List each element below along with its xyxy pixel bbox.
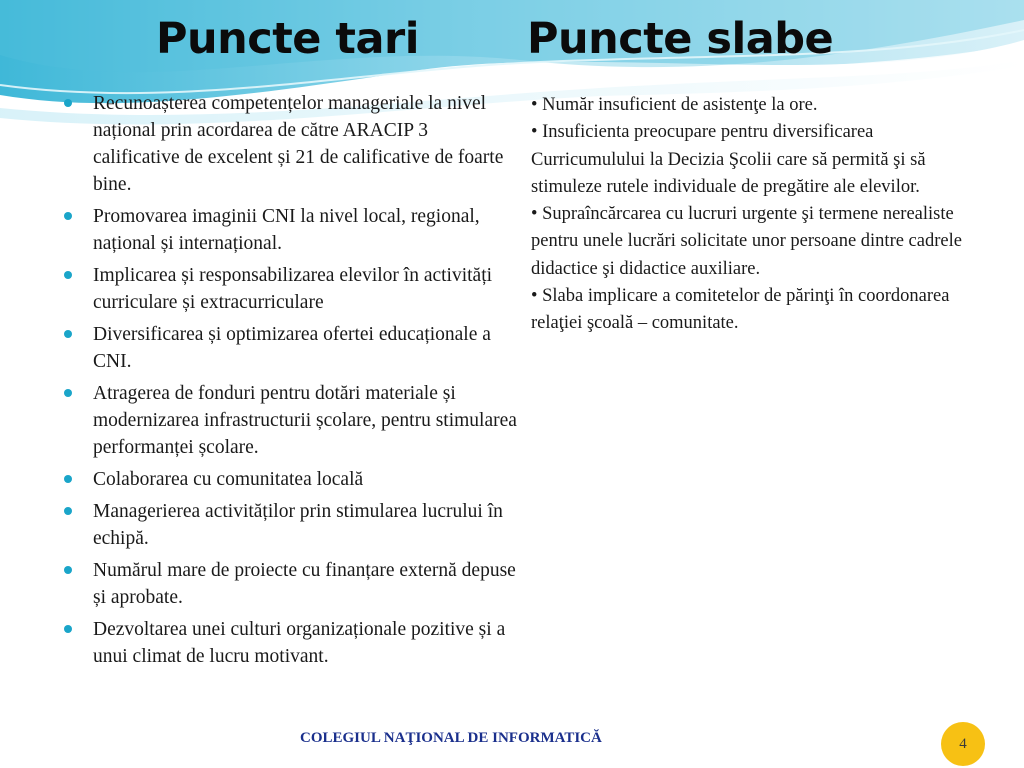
list-item [62,498,517,552]
list-item [531,201,991,283]
list-item-text: Recunoașterea competențelor manageriale la nivel național prin acordarea de către ARACIP 3 calificative de excelent și 21 de calificative de foarte bine. [93,93,504,195]
list-item-text: Diversificarea și optimizarea ofertei educaționale a CNI. [93,324,491,372]
bullet-icon [64,475,72,483]
bullet-icon [64,566,72,574]
list-item [62,466,517,493]
list-item-text: Număr insuficient de asistenţe la ore. [542,95,818,115]
list-item-text: Supraîncărcarea cu lucruri urgente şi termene nerealiste pentru unele lucrări solicitate unor persoane dintre cadrele didactice şi didactice auxiliare. [531,204,962,279]
list-item-text: Promovarea imaginii CNI la nivel local, regional, național și internațional. [93,206,480,254]
bullet-icon: • [531,95,538,115]
list-item [62,262,517,316]
list-item-text: Insuficienta preocupare pentru diversificarea Curricumulului la Decizia Şcolii care să permită şi să stimuleze rutele individuale de pregătire ale elevilor. [531,122,926,197]
list-item [531,119,991,201]
list-item-text: Implicarea și responsabilizarea elevilor în activități curriculare și extracurriculare [93,265,493,313]
title-weaknesses: Puncte slabe [527,14,834,64]
weaknesses-list [531,92,991,338]
bullet-icon: • [531,122,538,143]
bullet-icon [64,212,72,220]
list-item-text: Slaba implicare a comitetelor de părinţi în coordonarea relaţiei şcoală – comunitate. [531,286,950,334]
title-strengths: Puncte tari [156,14,419,64]
page-number-badge [941,722,985,766]
strengths-list [62,90,517,675]
list-item-text: Atragerea de fonduri pentru dotări materiale și modernizarea infrastructurii școlare, pentru stimularea performanței școlare. [93,383,517,458]
list-item-text: Numărul mare de proiecte cu finanțare externă depuse și aprobate. [93,560,516,608]
list-item-text: Colaborarea cu comunitatea locală [93,469,364,490]
bullet-icon: • [531,286,538,307]
page-number: 4 [959,735,967,752]
list-item [62,557,517,611]
list-item-text: Managerierea activităților prin stimularea lucrului în echipă. [93,501,503,549]
list-item-text: Dezvoltarea unei culturi organizaționale pozitive și a unui climat de lucru motivant. [93,619,506,667]
bullet-icon: • [531,204,538,225]
bullet-icon [64,99,72,107]
list-item [62,90,517,198]
list-item [531,92,991,119]
bullet-icon [64,389,72,397]
list-item [62,616,517,670]
list-item [62,321,517,375]
footer-institution: COLEGIUL NAŢIONAL DE INFORMATICĂ [300,730,602,746]
bullet-icon [64,507,72,515]
bullet-icon [64,271,72,279]
list-item [62,203,517,257]
bullet-icon [64,625,72,633]
list-item [62,380,517,461]
list-item [531,283,991,338]
bullet-icon [64,330,72,338]
